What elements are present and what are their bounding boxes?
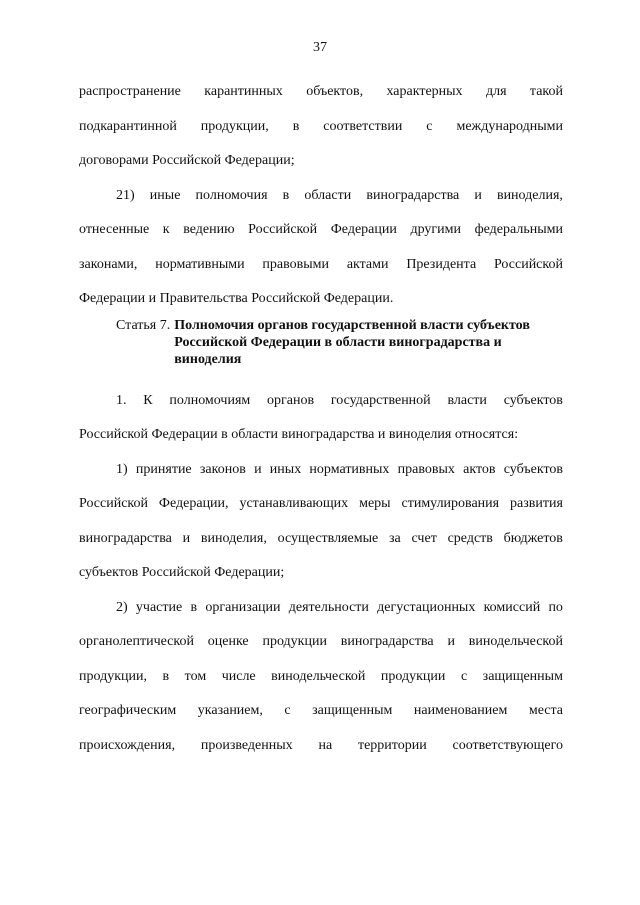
word: Российской (248, 222, 318, 237)
word: и (447, 634, 455, 649)
word: территории (357, 737, 427, 753)
word: органолептической (79, 634, 194, 649)
word: происхождения, (79, 737, 176, 753)
word: произведенных (200, 737, 293, 753)
word: Российской (79, 496, 148, 511)
word: власти (447, 392, 487, 408)
word: Федерации, (158, 496, 229, 511)
text-line (79, 213, 563, 248)
word: субъектов (503, 392, 563, 408)
word: виноградарства (79, 530, 172, 546)
text-line (79, 75, 563, 110)
word: меры (359, 496, 391, 511)
word: счет (411, 530, 437, 546)
word: правовыми (262, 256, 329, 272)
word: винодельческой (271, 668, 366, 684)
word: средств (447, 530, 493, 546)
word: иные (149, 187, 181, 203)
text-line: субъектов Российской Федерации; (79, 565, 285, 580)
word: продукции (380, 668, 446, 684)
word: 1) (116, 461, 128, 477)
word: к (162, 222, 170, 237)
text-line (79, 660, 563, 695)
word: виноградарства (340, 634, 434, 649)
word: субъектов (503, 461, 563, 477)
word: принятие (135, 461, 192, 477)
word: 21) (116, 187, 135, 203)
word: в (190, 599, 198, 615)
word: виноградарства (366, 187, 460, 203)
word: указанием, (197, 703, 263, 718)
word: законов (199, 461, 246, 477)
word: отнесенные (79, 222, 150, 237)
word: государственной (330, 392, 431, 408)
word: деятельности (288, 599, 369, 615)
word: в (292, 118, 300, 134)
word: по (548, 599, 563, 615)
word: 2) (116, 599, 128, 615)
word: правовых (397, 461, 455, 477)
word: защищенным (312, 703, 393, 718)
text-line (79, 248, 563, 283)
text-line (79, 729, 563, 764)
text-line (79, 110, 563, 145)
word: наименованием (413, 703, 508, 718)
article-heading (79, 317, 563, 384)
text-line (79, 522, 563, 557)
word: Президента (406, 256, 477, 272)
word: другими (410, 222, 461, 237)
word: с (426, 118, 433, 134)
text-line (79, 179, 563, 214)
word: 1. (116, 392, 127, 408)
word: федеральными (474, 222, 563, 237)
word: нормативных (309, 461, 390, 477)
word: законами, (79, 256, 138, 272)
word: места (528, 703, 563, 718)
word: устанавливающих (239, 496, 349, 511)
word: актов (463, 461, 496, 477)
text-line (79, 487, 563, 522)
word: участие (135, 599, 183, 615)
word: международными (456, 118, 563, 134)
document-body (79, 75, 563, 763)
word: области (304, 187, 352, 203)
page-number: 37 (313, 40, 327, 55)
word: географическим (79, 703, 177, 718)
word: виноделия, (496, 187, 563, 203)
word: характерных (386, 84, 463, 99)
word: числе (221, 668, 256, 684)
word: соответствующего (452, 737, 563, 753)
word: том (184, 668, 207, 684)
word: подкарантинной (79, 118, 177, 134)
word: продукции, (200, 118, 269, 134)
word: бюджетов (503, 530, 563, 546)
text-line (79, 384, 563, 419)
text-line (79, 591, 563, 626)
word: и (474, 187, 482, 203)
text-line: Российской Федерации в области виноградарства и виноделия относятся: (79, 427, 519, 442)
word: такой (529, 84, 563, 99)
word: продукции, (79, 668, 147, 684)
article-number: Статья 7. (116, 317, 171, 333)
word: виноделия, (200, 530, 267, 546)
word: и (182, 530, 191, 546)
word: ведению (183, 222, 235, 237)
word: организации (205, 599, 281, 615)
word: защищенным (482, 668, 563, 684)
word: полномочиям (169, 392, 251, 408)
word: винодельческой (468, 634, 563, 649)
word: объектов, (306, 84, 364, 99)
word: органов (267, 392, 315, 408)
word: осуществляемые (277, 530, 379, 546)
word: карантинных (204, 84, 283, 99)
word: в (162, 668, 170, 684)
text-line: Федерации и Правительства Российской Федерации. (79, 291, 394, 306)
word: соответствии (323, 118, 403, 134)
text-line (79, 625, 563, 660)
word: дегустационных (377, 599, 476, 615)
word: Российской (493, 256, 563, 272)
word: оценке (207, 634, 249, 649)
word: стимулирования (401, 496, 500, 511)
word: с (460, 668, 468, 684)
word: продукции (262, 634, 327, 649)
word: для (485, 84, 507, 99)
word: нормативными (155, 256, 245, 272)
text-line (79, 694, 563, 729)
word: комиссий (483, 599, 541, 615)
word: в (282, 187, 290, 203)
word: за (388, 530, 401, 546)
word: Федерации (330, 222, 397, 237)
word: на (318, 737, 333, 753)
word: с (284, 703, 291, 718)
text-line: договорами Российской Федерации; (79, 153, 295, 168)
word: и (254, 461, 262, 477)
word: актами (346, 256, 389, 272)
word: распространение (79, 84, 181, 99)
word: иных (269, 461, 302, 477)
article-title: Полномочия органов государственной власти субъектов Российской Федерации в области виноградарства и виноделия (174, 317, 530, 367)
word: К (143, 392, 153, 408)
word: развития (510, 496, 563, 511)
word: полномочия (195, 187, 268, 203)
text-line (79, 453, 563, 488)
